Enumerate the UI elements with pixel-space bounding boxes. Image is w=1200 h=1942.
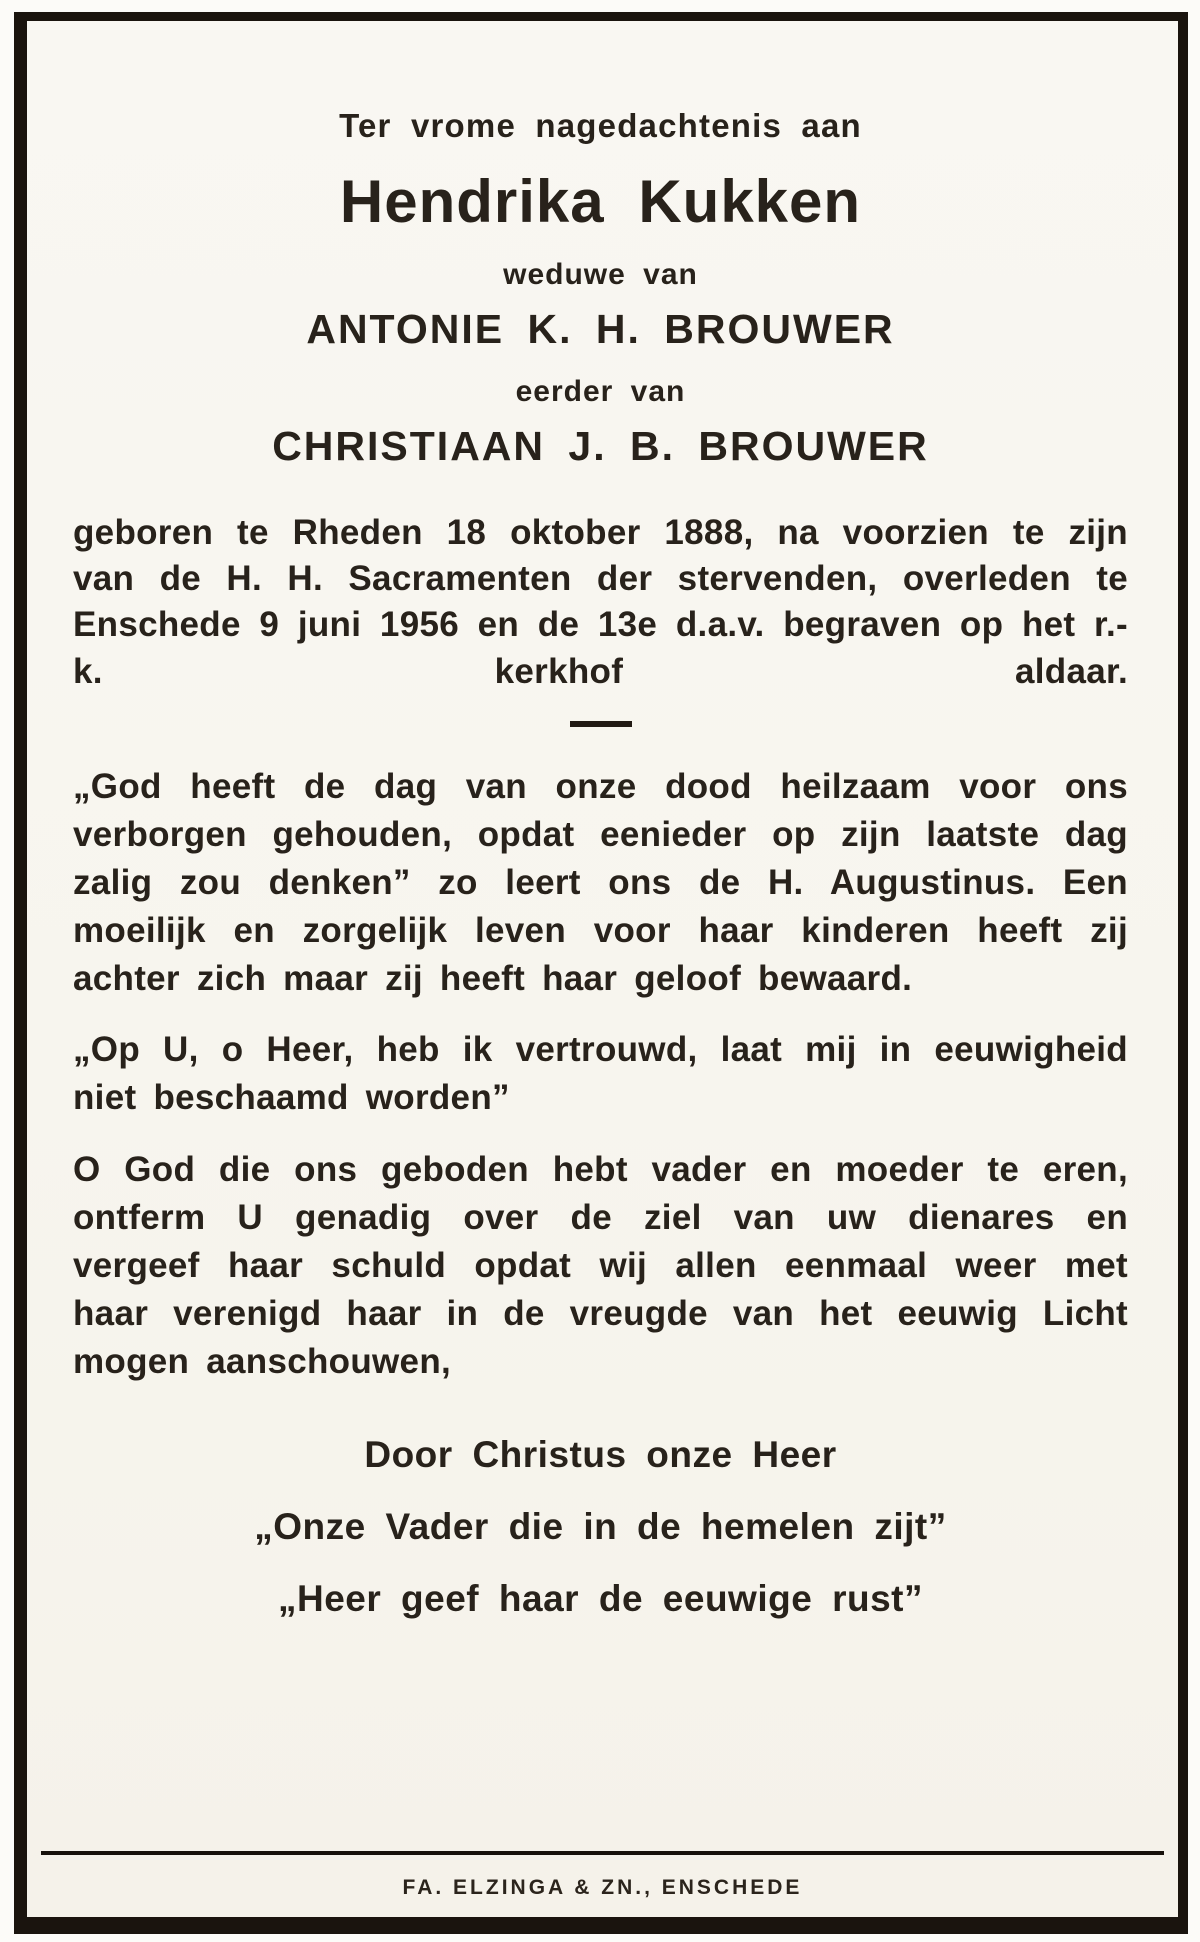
printer-credit: FA. ELZINGA & ZN., ENSCHEDE xyxy=(402,1876,803,1899)
divider-rule xyxy=(570,721,632,727)
relation-line-2: eerder van xyxy=(515,375,686,408)
prayer-paragraph-2: „Op U, o Heer, heb ik vertrouwd, laat mij in eeuwigheid niet beschaamd worden” xyxy=(73,1030,1128,1118)
prayer-paragraph-1: „God heeft de dag van onze dood heilzaam voor ons verborgen gehouden, opdat eenieder op zijn laatste dag zalig zou denken” zo leert ons de H. Augustinus. Een moeilijk en zorgelijk leven voor haar kinderen heeft zij achter zich maar zij heeft haar geloof bewaard. xyxy=(73,766,1128,998)
closing-line-3: „Heer geef haar de eeuwige rust” xyxy=(278,1578,923,1619)
card-content xyxy=(27,21,1178,1620)
closing-line-1: Door Christus onze Heer xyxy=(364,1434,837,1475)
spouse-name-1: ANTONIE K. H. BROUWER xyxy=(306,306,895,352)
relation-line-1: weduwe van xyxy=(503,258,698,291)
intro-line: Ter vrome nagedachtenis aan xyxy=(339,107,862,144)
spouse-name-2: CHRISTIAAN J. B. BROUWER xyxy=(272,423,929,469)
prayer-paragraph-3: O God die ons geboden hebt vader en moeder te eren, ontferm U genadig over de ziel van uw dienares en vergeef haar schuld opdat wij allen eenmaal weer met haar verenigd haar in de vreugde van het eeuwig Licht mogen aanschouwen, xyxy=(73,1150,1128,1382)
card-border-frame xyxy=(14,12,1188,1934)
footer-rule xyxy=(41,1851,1164,1855)
biography-text: geboren te Rheden 18 oktober 1888, na voorzien te zijn van de H. H. Sacramenten der stervenden, overleden te Enschede 9 juni 1956 en de 13e d.a.v. begraven op het r.-k. kerkhof aldaar. xyxy=(73,513,1128,691)
closing-line-2: „Onze Vader die in de hemelen zijt” xyxy=(254,1506,947,1547)
deceased-name: Hendrika Kukken xyxy=(339,168,862,235)
